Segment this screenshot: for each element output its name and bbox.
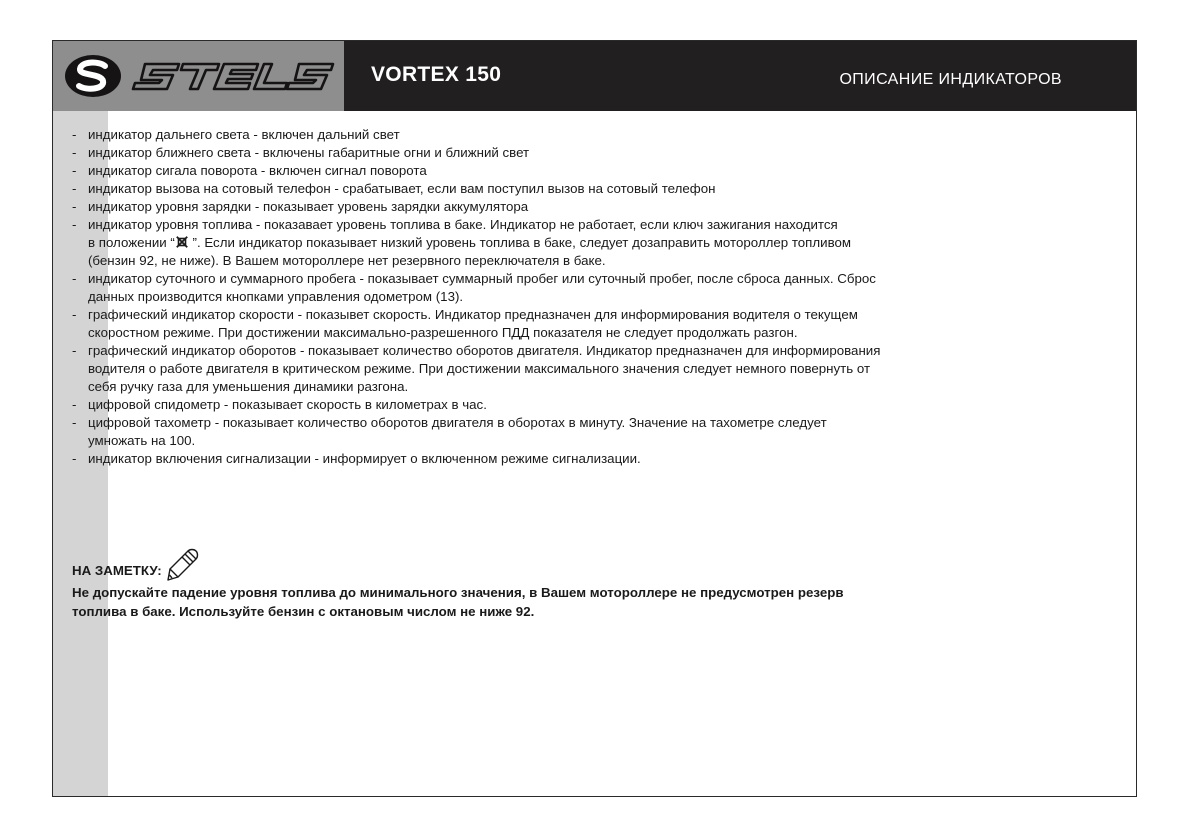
item-text: графический индикатор оборотов - показывает количество оборотов двигателя. Индикатор предназначен для информирования — [88, 343, 881, 358]
list-item — [72, 162, 1072, 180]
list-item — [72, 306, 1072, 342]
note-header — [72, 545, 1062, 583]
item-text: индикатор включения сигнализации - информирует о включенном режиме сигнализации. — [88, 451, 641, 466]
bullet-dash: - — [72, 181, 77, 196]
indicator-list — [72, 126, 1072, 468]
list-item — [72, 450, 1072, 468]
list-item — [72, 126, 1072, 144]
list-item — [72, 144, 1072, 162]
page-header — [53, 41, 1136, 111]
item-text: индикатор ближнего света - включены габаритные огни и ближний свет — [88, 145, 530, 160]
item-text-line: в положении “ ”. Если индикатор показывает низкий уровень топлива в баке, следует дозаправить мотороллер топливом — [88, 235, 852, 250]
item-text: водителя о работе двигателя в критическом режиме. При достижении максимального значения следует немного повернуть от — [88, 361, 871, 376]
item-text: индикатор вызова на сотовый телефон - срабатывает, если вам поступил вызов на сотовый телефон — [88, 181, 716, 196]
model-title: VORTEX 150 — [371, 63, 502, 86]
list-item — [72, 216, 1072, 270]
item-text: (бензин 92, не ниже). В Вашем мотороллере нет резервного переключателя в баке. — [88, 253, 606, 268]
note-text-line: топлива в баке. Используйте бензин с октановым числом не ниже 92. — [72, 604, 535, 619]
note-text-line: Не допускайте падение уровня топлива до минимального значения, в Вашем мотороллере не предусмотрен резерв — [72, 585, 844, 600]
bullet-dash: - — [72, 397, 77, 412]
bullet-dash: - — [72, 127, 77, 142]
bullet-dash: - — [72, 145, 77, 160]
item-text: данных производится кнопками управления одометром (13). — [88, 289, 464, 304]
list-item — [72, 396, 1072, 414]
item-text: графический индикатор скорости - показывет скорость. Индикатор предназначен для информирования водителя о текущем — [88, 307, 858, 322]
bullet-dash: - — [72, 451, 77, 466]
item-text: цифровой тахометр - показывает количество оборотов двигателя в оборотах в минуту. Значение на тахометре следует — [88, 415, 827, 430]
item-text: индикатор уровня зарядки - показывает уровень зарядки аккумулятора — [88, 199, 529, 214]
note-label: НА ЗАМЕТКУ: — [72, 563, 162, 578]
bullet-dash: - — [72, 307, 77, 322]
brand-logo — [53, 41, 344, 111]
item-text: индикатор дальнего света - включен дальний свет — [88, 127, 400, 142]
list-item — [72, 180, 1072, 198]
bullet-dash: - — [72, 415, 77, 430]
item-text: себя ручку газа для уменьшения динамики разгона. — [88, 379, 409, 394]
bullet-dash: - — [72, 199, 77, 214]
note-text — [72, 583, 1062, 621]
note-block — [72, 545, 1062, 621]
list-item — [72, 270, 1072, 306]
bullet-dash: - — [72, 217, 77, 232]
item-text: индикатор уровня топлива - показавает уровень топлива в баке. Индикатор не работает, если ключ зажигания находится — [88, 217, 838, 232]
item-text: умножать на 100. — [88, 433, 196, 448]
item-text: цифровой спидометр - показывает скорость в километрах в час. — [88, 397, 487, 412]
list-item — [72, 342, 1072, 396]
stels-logo-icon — [61, 51, 337, 101]
section-title: ОПИСАНИЕ ИНДИКАТОРОВ — [839, 71, 1062, 88]
ignition-off-icon — [176, 236, 188, 248]
pencil-icon — [166, 547, 200, 583]
bullet-dash: - — [72, 271, 77, 286]
bullet-dash: - — [72, 343, 77, 358]
item-text: скоростном режиме. При достижении максимально-разрешенного ПДД показателя не следует продолжать разгон. — [88, 325, 798, 340]
list-item — [72, 414, 1072, 450]
bullet-dash: - — [72, 163, 77, 178]
item-text: индикатор сигала поворота - включен сигнал поворота — [88, 163, 427, 178]
list-item — [72, 198, 1072, 216]
item-text: индикатор суточного и суммарного пробега - показывает суммарный пробег или суточный пробег, после сброса данных. Сброс — [88, 271, 876, 286]
